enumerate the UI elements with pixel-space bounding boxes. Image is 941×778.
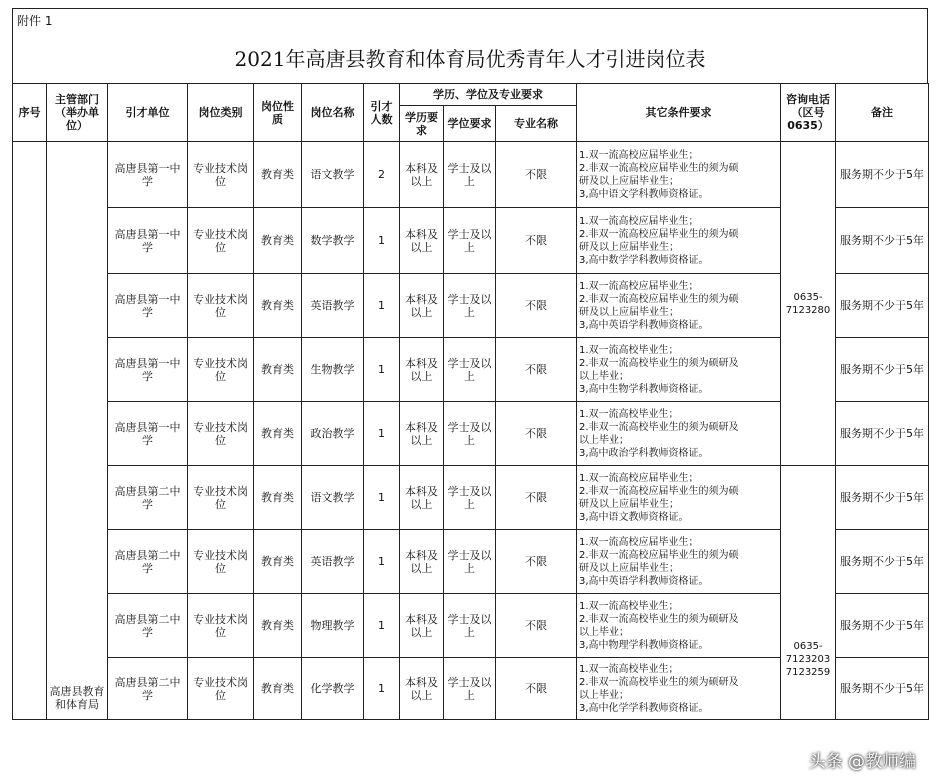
requirement-line: 研及以上应届毕业生； — [579, 306, 680, 318]
education-cell: 本科及以上 — [400, 658, 444, 720]
post-nature-cell: 教育类 — [254, 530, 302, 594]
post-name-cell: 物理教学 — [302, 594, 364, 658]
post-nature-cell: 教育类 — [254, 208, 302, 274]
other-requirements-cell — [577, 402, 781, 466]
requirement-line: 以上毕业； — [579, 370, 630, 382]
post-name-cell: 语文教学 — [302, 466, 364, 530]
education-cell: 本科及以上 — [400, 530, 444, 594]
unit-cell: 高唐县第一中学 — [108, 338, 188, 402]
requirement-line: 2.非双一流高校毕业生的须为硕研及 — [579, 676, 739, 688]
requirement-line: 研及以上应届毕业生； — [579, 241, 680, 253]
requirement-line: 3,高中英语学科教师资格证。 — [579, 319, 709, 331]
post-name-cell: 政治教学 — [302, 402, 364, 466]
post-category-cell: 专业技术岗位 — [188, 402, 254, 466]
requirement-line: 2.非双一流高校毕业生的须为硕研及 — [579, 421, 739, 433]
requirement-line: 以上毕业； — [579, 689, 630, 701]
requirement-line: 3,高中政治学科教师资格证。 — [579, 447, 709, 459]
watermark: 头条 @教师编 — [808, 752, 916, 772]
degree-cell: 学士及以上 — [444, 658, 496, 720]
degree-cell: 学士及以上 — [444, 402, 496, 466]
table-row — [13, 142, 929, 208]
requirement-line: 1.双一流高校应届毕业生； — [579, 536, 699, 548]
seq-cell — [13, 142, 47, 720]
other-requirements-cell — [577, 142, 781, 208]
post-name-cell: 数学教学 — [302, 208, 364, 274]
requirement-line: 1.双一流高校毕业生； — [579, 600, 679, 612]
major-cell: 不限 — [496, 142, 577, 208]
post-name-cell: 语文教学 — [302, 142, 364, 208]
header-seq: 序号 — [13, 84, 47, 142]
education-cell: 本科及以上 — [400, 338, 444, 402]
post-nature-cell: 教育类 — [254, 658, 302, 720]
unit-cell: 高唐县第二中学 — [108, 466, 188, 530]
post-name-cell: 英语教学 — [302, 274, 364, 338]
major-cell: 不限 — [496, 208, 577, 274]
attachment-label: 附件 1 — [17, 14, 53, 28]
recruit-count-cell: 1 — [364, 530, 400, 594]
recruit-count-cell: 1 — [364, 208, 400, 274]
requirement-line: 1.双一流高校毕业生； — [579, 663, 679, 675]
education-cell: 本科及以上 — [400, 142, 444, 208]
remarks-cell: 服务期不少于5年 — [836, 274, 929, 338]
department-cell: 高唐县教育和体育局 — [47, 142, 108, 720]
contact-cell: 0635-7123280 — [781, 142, 836, 466]
header-major: 专业名称 — [496, 106, 577, 142]
remarks-cell: 服务期不少于5年 — [836, 338, 929, 402]
remarks-cell: 服务期不少于5年 — [836, 466, 929, 530]
requirement-line: 3,高中物理学科教师资格证。 — [579, 639, 709, 651]
requirement-line: 以上毕业； — [579, 626, 630, 638]
unit-cell: 高唐县第一中学 — [108, 402, 188, 466]
requirement-line: 2.非双一流高校应届毕业生的须为硕 — [579, 549, 739, 561]
remarks-cell: 服务期不少于5年 — [836, 530, 929, 594]
remarks-cell: 服务期不少于5年 — [836, 658, 929, 720]
post-category-cell: 专业技术岗位 — [188, 274, 254, 338]
degree-cell: 学士及以上 — [444, 466, 496, 530]
other-requirements-cell — [577, 594, 781, 658]
requirement-line: 2.非双一流高校毕业生的须为硕研及 — [579, 357, 739, 369]
requirement-line: 1.双一流高校应届毕业生； — [579, 215, 699, 227]
requirement-line: 研及以上应届毕业生； — [579, 562, 680, 574]
post-category-cell: 专业技术岗位 — [188, 208, 254, 274]
unit-cell: 高唐县第二中学 — [108, 594, 188, 658]
degree-cell: 学士及以上 — [444, 274, 496, 338]
other-requirements-cell — [577, 530, 781, 594]
major-cell: 不限 — [496, 658, 577, 720]
education-cell: 本科及以上 — [400, 208, 444, 274]
requirement-line: 2.非双一流高校应届毕业生的须为硕 — [579, 485, 739, 497]
other-requirements-cell — [577, 658, 781, 720]
requirement-line: 3,高中语文学科教师资格证。 — [579, 188, 709, 200]
requirement-line: 2.非双一流高校应届毕业生的须为硕 — [579, 228, 739, 240]
major-cell: 不限 — [496, 402, 577, 466]
post-nature-cell: 教育类 — [254, 402, 302, 466]
major-cell: 不限 — [496, 594, 577, 658]
post-category-cell: 专业技术岗位 — [188, 466, 254, 530]
post-nature-cell: 教育类 — [254, 338, 302, 402]
post-nature-cell: 教育类 — [254, 594, 302, 658]
degree-cell: 学士及以上 — [444, 142, 496, 208]
header-education: 学历要求 — [400, 106, 444, 142]
header-education-group: 学历、学位及专业要求 — [400, 84, 577, 106]
contact-cell: 0635-7123203 7123259 — [781, 466, 836, 720]
table-row — [13, 466, 929, 530]
header-department: 主管部门（举办单位） — [47, 84, 108, 142]
other-requirements-cell — [577, 274, 781, 338]
post-nature-cell: 教育类 — [254, 466, 302, 530]
requirement-line: 1.双一流高校应届毕业生； — [579, 149, 699, 161]
recruit-count-cell: 2 — [364, 142, 400, 208]
requirement-line: 1.双一流高校应届毕业生； — [579, 472, 699, 484]
table-body — [13, 142, 929, 720]
title-box — [12, 8, 928, 83]
header-remarks: 备注 — [836, 84, 929, 142]
header-other-requirements: 其它条件要求 — [577, 84, 781, 142]
other-requirements-cell — [577, 208, 781, 274]
major-cell: 不限 — [496, 274, 577, 338]
degree-cell: 学士及以上 — [444, 530, 496, 594]
header-unit: 引才单位 — [108, 84, 188, 142]
post-name-cell: 生物教学 — [302, 338, 364, 402]
remarks-cell: 服务期不少于5年 — [836, 402, 929, 466]
job-table-sheet — [12, 8, 930, 778]
remarks-cell: 服务期不少于5年 — [836, 208, 929, 274]
post-category-cell: 专业技术岗位 — [188, 530, 254, 594]
requirement-line: 3,高中语文教师资格证。 — [579, 511, 689, 523]
requirement-line: 3,高中生物学科教师资格证。 — [579, 383, 709, 395]
recruit-count-cell: 1 — [364, 402, 400, 466]
requirement-line: 3,高中化学学科教师资格证。 — [579, 702, 709, 714]
other-requirements-cell — [577, 466, 781, 530]
post-category-cell: 专业技术岗位 — [188, 142, 254, 208]
degree-cell: 学士及以上 — [444, 338, 496, 402]
recruit-count-cell: 1 — [364, 594, 400, 658]
requirement-line: 2.非双一流高校应届毕业生的须为硕 — [579, 293, 739, 305]
page-title: 2021年高唐县教育和体育局优秀青年人才引进岗位表 — [234, 47, 706, 71]
unit-cell: 高唐县第二中学 — [108, 658, 188, 720]
unit-cell: 高唐县第二中学 — [108, 530, 188, 594]
education-cell: 本科及以上 — [400, 274, 444, 338]
post-name-cell: 化学教学 — [302, 658, 364, 720]
recruit-count-cell: 1 — [364, 466, 400, 530]
requirement-line: 研及以上应届毕业生； — [579, 175, 680, 187]
education-cell: 本科及以上 — [400, 402, 444, 466]
remarks-cell: 服务期不少于5年 — [836, 594, 929, 658]
requirement-line: 2.非双一流高校毕业生的须为硕研及 — [579, 613, 739, 625]
post-nature-cell: 教育类 — [254, 274, 302, 338]
recruit-count-cell: 1 — [364, 658, 400, 720]
major-cell: 不限 — [496, 530, 577, 594]
requirement-line: 3,高中英语学科教师资格证。 — [579, 575, 709, 587]
requirement-line: 2.非双一流高校应届毕业生的须为硕 — [579, 162, 739, 174]
post-nature-cell: 教育类 — [254, 142, 302, 208]
requirement-line: 1.双一流高校毕业生； — [579, 408, 679, 420]
degree-cell: 学士及以上 — [444, 208, 496, 274]
requirement-line: 1.双一流高校应届毕业生； — [579, 280, 699, 292]
positions-table — [12, 83, 929, 720]
other-requirements-cell — [577, 338, 781, 402]
unit-cell: 高唐县第一中学 — [108, 208, 188, 274]
degree-cell: 学士及以上 — [444, 594, 496, 658]
post-category-cell: 专业技术岗位 — [188, 338, 254, 402]
post-category-cell: 专业技术岗位 — [188, 658, 254, 720]
post-category-cell: 专业技术岗位 — [188, 594, 254, 658]
header-degree: 学位要求 — [444, 106, 496, 142]
unit-cell: 高唐县第一中学 — [108, 142, 188, 208]
header-post-name: 岗位名称 — [302, 84, 364, 142]
header-post-category: 岗位类别 — [188, 84, 254, 142]
requirement-line: 3,高中数学学科教师资格证。 — [579, 254, 709, 266]
education-cell: 本科及以上 — [400, 466, 444, 530]
requirement-line: 1.双一流高校毕业生； — [579, 344, 679, 356]
requirement-line: 以上毕业； — [579, 434, 630, 446]
header-contact: 咨询电话（区号0635） — [781, 84, 836, 142]
major-cell: 不限 — [496, 338, 577, 402]
major-cell: 不限 — [496, 466, 577, 530]
recruit-count-cell: 1 — [364, 338, 400, 402]
requirement-line: 研及以上应届毕业生； — [579, 498, 680, 510]
post-name-cell: 英语教学 — [302, 530, 364, 594]
header-post-nature: 岗位性质 — [254, 84, 302, 142]
recruit-count-cell: 1 — [364, 274, 400, 338]
education-cell: 本科及以上 — [400, 594, 444, 658]
unit-cell: 高唐县第一中学 — [108, 274, 188, 338]
remarks-cell: 服务期不少于5年 — [836, 142, 929, 208]
header-recruit-count: 引才人数 — [364, 84, 400, 142]
